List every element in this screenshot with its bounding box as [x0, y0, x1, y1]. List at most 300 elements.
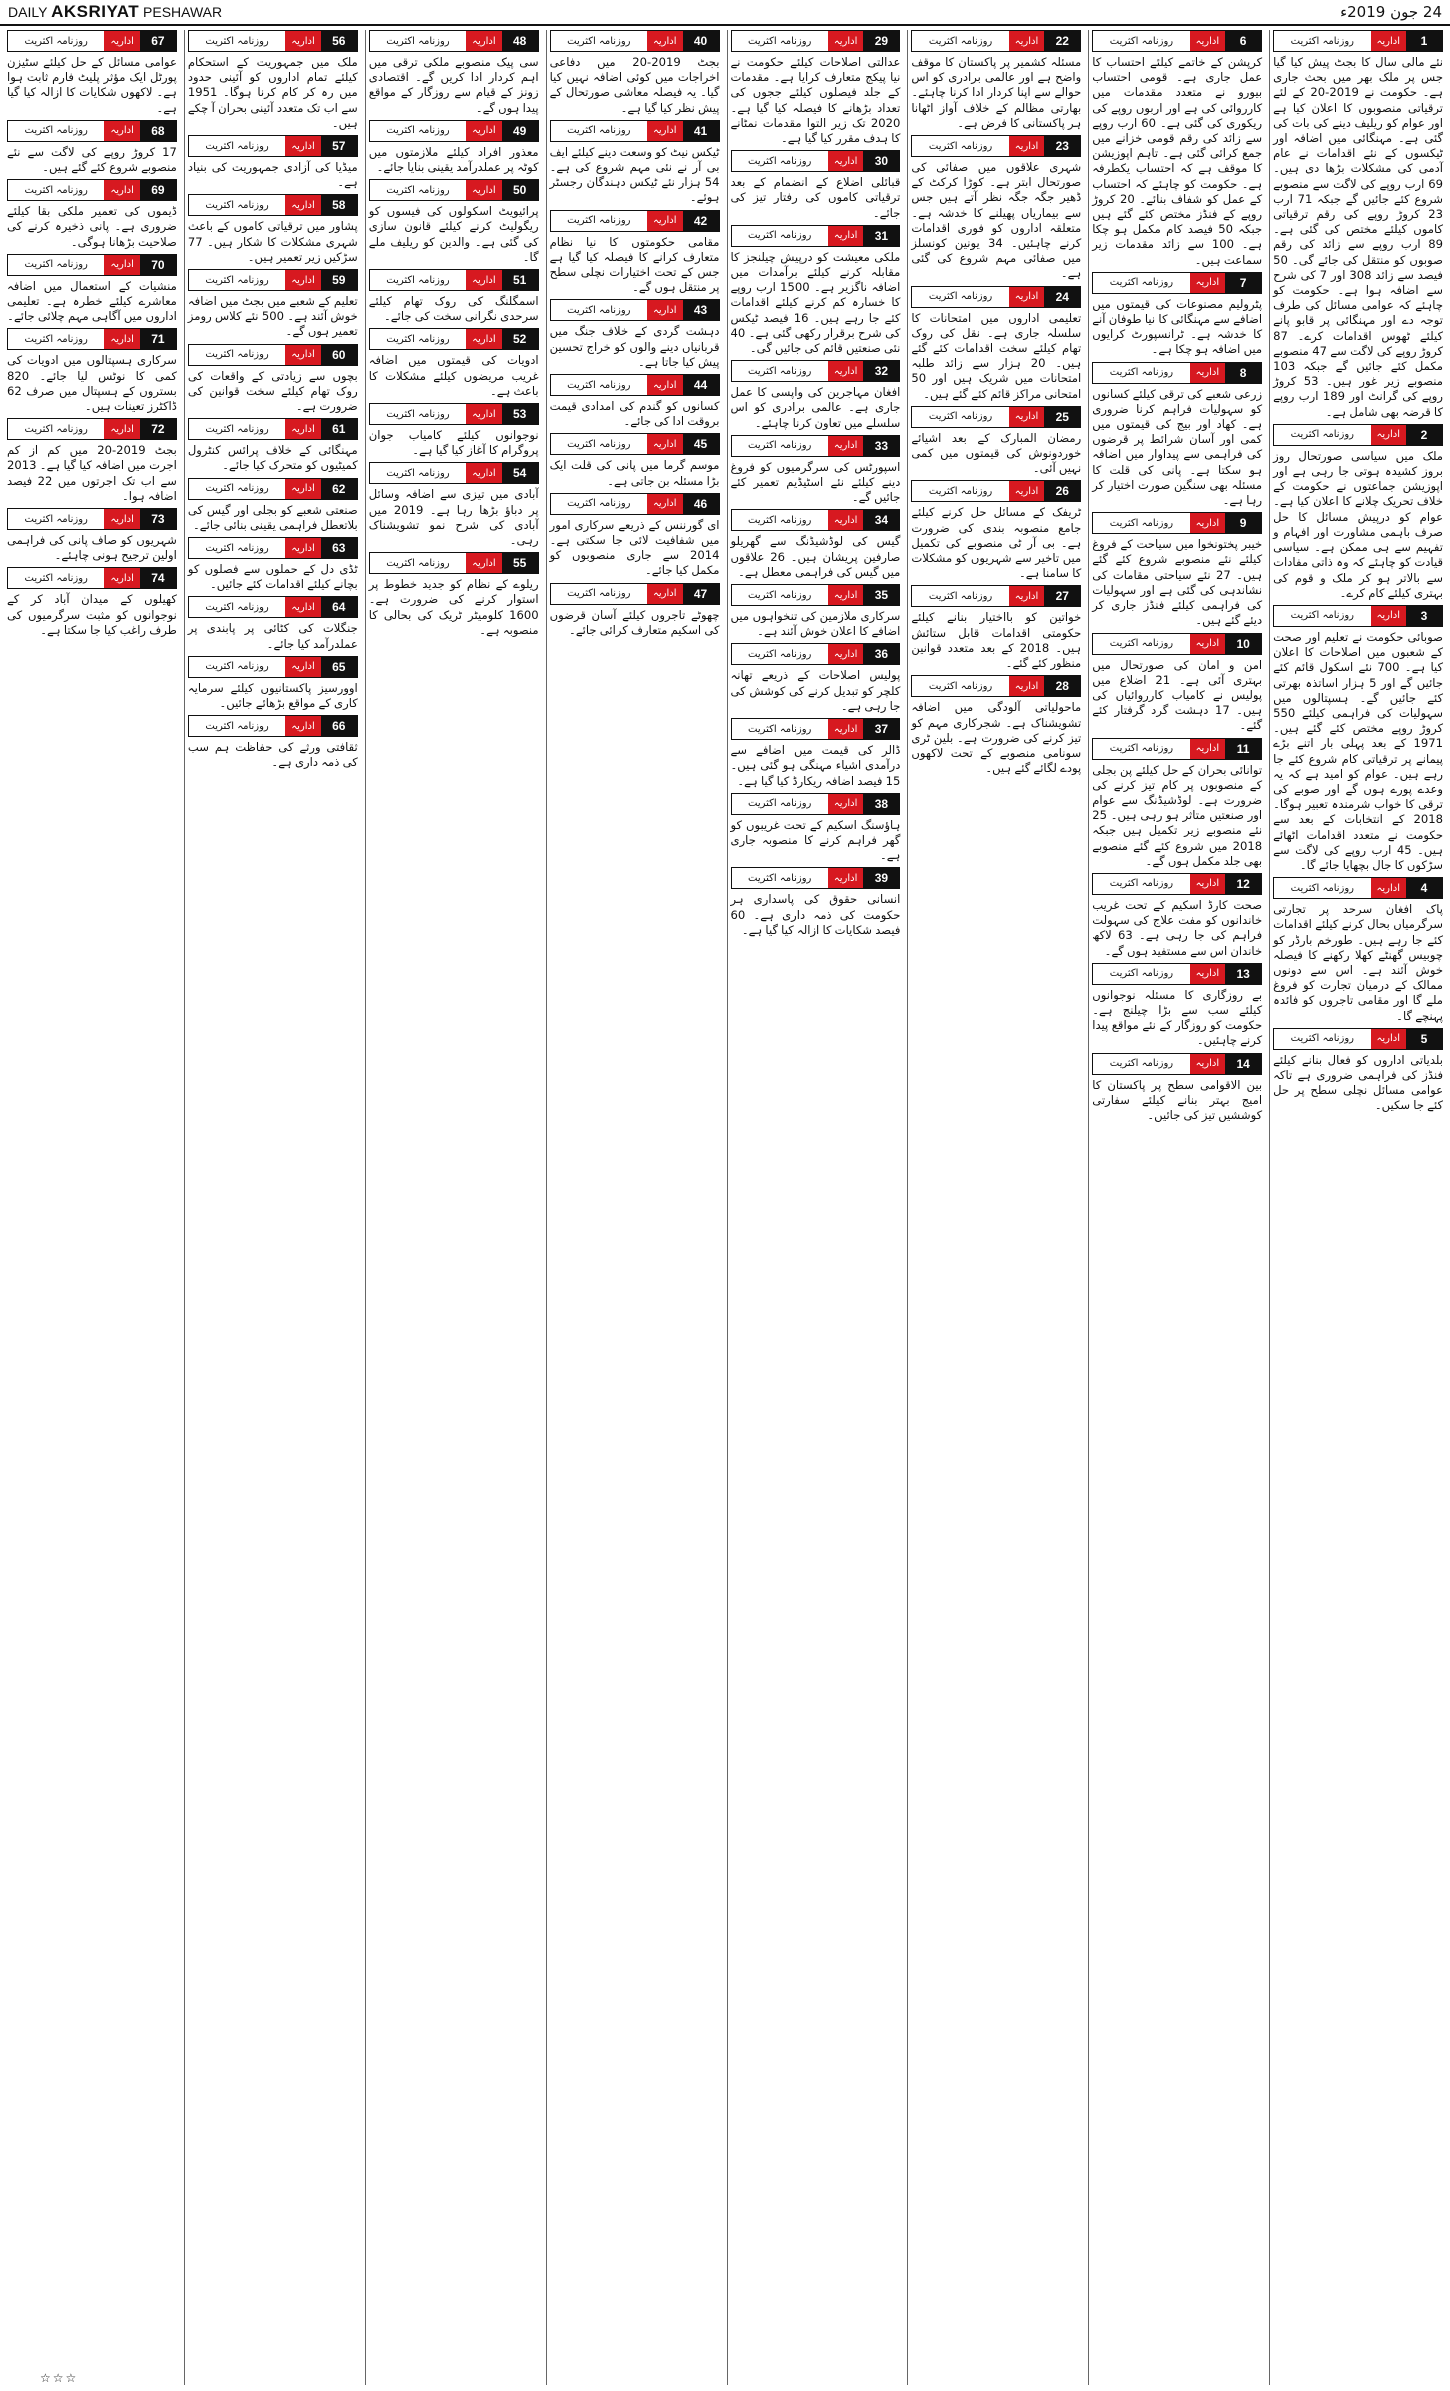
item-number: 73: [140, 509, 176, 529]
editorial-item: [1092, 272, 1262, 358]
item-label-badge: اداریہ: [285, 270, 320, 290]
item-number: 8: [1225, 363, 1261, 383]
item-heading-bar: [188, 344, 358, 366]
editorial-item: [188, 715, 358, 770]
item-text: چھوٹے تاجروں کیلئے آسان قرضوں کی اسکیم متعارف کرائی جائے۔: [549, 607, 720, 637]
item-text: خواتین کو بااختیار بنانے کیلئے حکومتی اقدامات قابل ستائش ہیں۔ 2018 کے بعد متعدد قوانین منظور کئے گئے۔: [911, 610, 1082, 671]
item-source-label: روزنامہ اکثریت: [732, 151, 828, 171]
item-source-label: روزنامہ اکثریت: [551, 434, 647, 454]
item-heading-bar: [911, 675, 1081, 697]
item-source-label: روزنامہ اکثریت: [732, 794, 828, 814]
item-source-label: روزنامہ اکثریت: [1274, 878, 1370, 898]
item-number: 56: [321, 31, 357, 51]
item-number: 47: [683, 584, 719, 604]
item-source-label: روزنامہ اکثریت: [8, 31, 104, 51]
item-heading-bar: [369, 403, 539, 425]
item-label-badge: اداریہ: [1371, 425, 1406, 445]
paper-name: AKSRIYAT: [51, 2, 140, 21]
item-number: 38: [863, 794, 899, 814]
item-label-badge: اداریہ: [1371, 878, 1406, 898]
item-label-badge: اداریہ: [1190, 273, 1225, 293]
item-text: منشیات کے استعمال میں اضافہ معاشرے کیلئے خطرہ ہے۔ تعلیمی اداروں میں آگاہی مہم چلائی جائے۔: [7, 278, 177, 324]
editorial-item: [550, 210, 720, 296]
item-number: 7: [1225, 273, 1261, 293]
editorial-item: [1092, 30, 1262, 268]
item-number: 9: [1225, 513, 1261, 533]
item-text: پاک افغان سرحد پر تجارتی سرگرمیاں بحال کرنے کیلئے اقدامات کئے جا رہے ہیں۔ طورخم بارڈر کو چوبیس گھنٹے کھلا رکھنے کا فیصلہ خوش آئند ہے۔ اس سے دونوں ممالک کے درمیان تجارت کو فروغ ملے گا اور مقامی تاجروں کو فائدہ پہنچے گا۔: [1273, 902, 1443, 1023]
item-heading-bar: [550, 493, 720, 515]
item-source-label: روزنامہ اکثریت: [1093, 1054, 1189, 1074]
item-text: ٹیکس نیٹ کو وسعت دینے کیلئے ایف بی آر نے نئی مہم شروع کی ہے۔ 54 ہزار نئے ٹیکس دہندگان رجسٹر ہوئے۔: [549, 144, 720, 205]
item-number: 57: [321, 136, 357, 156]
editorial-item: [188, 135, 358, 190]
item-number: 25: [1044, 407, 1080, 427]
editorial-item: [550, 120, 720, 206]
item-text: مہنگائی کے خلاف پرائس کنٹرول کمیٹیوں کو متحرک کیا جائے۔: [187, 443, 358, 473]
item-source-label: روزنامہ اکثریت: [732, 644, 828, 664]
item-label-badge: اداریہ: [104, 568, 139, 588]
item-label-badge: اداریہ: [1009, 586, 1044, 606]
item-source-label: روزنامہ اکثریت: [732, 226, 828, 246]
item-text: پرائیویٹ اسکولوں کی فیسوں کو ریگولیٹ کرنے کیلئے قانون سازی کی گئی ہے۔ والدین کو ریلیف ملے گا۔: [368, 204, 539, 264]
editorial-item: [188, 478, 358, 533]
item-heading-bar: [7, 120, 177, 142]
item-number: 27: [1044, 586, 1080, 606]
item-label-badge: اداریہ: [828, 868, 863, 888]
paper-city: PESHAWAR: [143, 4, 223, 20]
item-number: 70: [140, 255, 176, 275]
item-source-label: روزنامہ اکثریت: [1093, 739, 1189, 759]
item-number: 36: [863, 644, 899, 664]
item-source-label: روزنامہ اکثریت: [1274, 606, 1370, 626]
item-heading-bar: [369, 328, 539, 350]
item-source-label: روزنامہ اکثریت: [370, 463, 466, 483]
editorial-item: [731, 225, 901, 356]
item-heading-bar: [731, 718, 901, 740]
item-label-badge: اداریہ: [104, 31, 139, 51]
item-source-label: روزنامہ اکثریت: [912, 287, 1008, 307]
item-source-label: روزنامہ اکثریت: [1093, 634, 1189, 654]
item-heading-bar: [1273, 30, 1443, 52]
item-text: اوورسیز پاکستانیوں کیلئے سرمایہ کاری کے مواقع بڑھائے جائیں۔: [187, 680, 358, 711]
item-label-badge: اداریہ: [466, 180, 501, 200]
item-heading-bar: [1092, 633, 1262, 655]
item-text: شہریوں کو صاف پانی کی فراہمی اولین ترجیح ہونی چاہئے۔: [7, 533, 177, 563]
item-heading-bar: [911, 30, 1081, 52]
editorial-item: [1273, 1028, 1443, 1114]
item-heading-bar: [188, 30, 358, 52]
item-text: مسئلہ کشمیر پر پاکستان کا موقف واضح ہے اور عالمی برادری کو اس حوالے سے اپنا کردار ادا کرنا چاہئے۔ بھارتی مظالم کے خلاف آواز اٹھانا ہر پاکستانی کا فرض ہے۔: [911, 55, 1082, 130]
item-text: پٹرولیم مصنوعات کی قیمتوں میں اضافے سے مہنگائی کا نیا طوفان آنے کا خدشہ ہے۔ ٹرانسپورٹ کرایوں میں اضافہ ہو چکا ہے۔: [1092, 296, 1263, 357]
item-label-badge: اداریہ: [466, 463, 501, 483]
item-heading-bar: [1273, 877, 1443, 899]
item-text: دہشت گردی کے خلاف جنگ میں قربانیاں دینے والوں کو خراج تحسین پیش کیا جاتا ہے۔: [549, 324, 720, 369]
item-number: 2: [1406, 425, 1442, 445]
item-label-badge: اداریہ: [647, 584, 682, 604]
item-source-label: روزنامہ اکثریت: [189, 136, 285, 156]
item-heading-bar: [7, 328, 177, 350]
item-label-badge: اداریہ: [1190, 1054, 1225, 1074]
editorial-item: [369, 179, 539, 265]
item-text: ثقافتی ورثے کی حفاظت ہم سب کی ذمہ داری ہے۔: [187, 740, 358, 770]
column-7: [184, 30, 361, 2385]
item-number: 12: [1225, 874, 1261, 894]
item-source-label: روزنامہ اکثریت: [370, 404, 466, 424]
item-source-label: روزنامہ اکثریت: [1274, 1029, 1370, 1049]
item-number: 1: [1406, 31, 1442, 51]
item-label-badge: اداریہ: [285, 538, 320, 558]
item-source-label: روزنامہ اکثریت: [551, 494, 647, 514]
item-number: 66: [321, 716, 357, 736]
editorial-item: [369, 552, 539, 638]
item-number: 22: [1044, 31, 1080, 51]
item-heading-bar: [731, 867, 901, 889]
item-heading-bar: [550, 210, 720, 232]
item-source-label: روزنامہ اکثریت: [551, 584, 647, 604]
editorial-item: [188, 596, 358, 651]
item-text: پشاور میں ترقیاتی کاموں کے باعث شہری مشکلات کا شکار ہیں۔ 77 سڑکیں زیر تعمیر ہیں۔: [187, 219, 358, 264]
item-text: بے روزگاری کا مسئلہ نوجوانوں کیلئے سب سے بڑا چیلنج ہے۔ حکومت کو روزگار کے نئے مواقع پیدا کرنے چاہئیں۔: [1092, 987, 1263, 1048]
editorial-item: [7, 508, 177, 563]
item-label-badge: اداریہ: [1190, 31, 1225, 51]
item-source-label: روزنامہ اکثریت: [912, 481, 1008, 501]
item-number: 13: [1225, 964, 1261, 984]
item-text: خیبر پختونخوا میں سیاحت کے فروغ کیلئے نئے منصوبے شروع کئے گئے ہیں۔ 27 نئے سیاحتی مقامات کی نشاندہی کی گئی ہے اور سہولیات کی فراہمی کیلئے فنڈز جاری کر دیئے گئے ہیں۔: [1092, 537, 1263, 628]
item-heading-bar: [731, 360, 901, 382]
editorial-item: [1273, 877, 1443, 1024]
item-label-badge: اداریہ: [104, 509, 139, 529]
editorial-item: [188, 30, 358, 131]
item-text: قبائلی اضلاع کے انضمام کے بعد ترقیاتی کاموں کی رفتار تیز کی جائے۔: [730, 175, 901, 220]
editorial-item: [731, 509, 901, 580]
item-label-badge: اداریہ: [104, 419, 139, 439]
item-text: بجٹ 2019-20 میں کم از کم اجرت میں اضافہ کیا گیا ہے۔ 2013 سے اب تک اجرتوں میں 22 فیصد اضافہ ہوا۔: [7, 443, 177, 503]
editorial-item: [911, 480, 1081, 581]
item-source-label: روزنامہ اکثریت: [8, 568, 104, 588]
editorial-item: [188, 344, 358, 415]
editorial-item: [731, 584, 901, 639]
item-source-label: روزنامہ اکثریت: [189, 31, 285, 51]
editorial-item: [1092, 738, 1262, 869]
item-heading-bar: [1092, 963, 1262, 985]
editorial-item: [7, 254, 177, 325]
item-heading-bar: [188, 135, 358, 157]
item-label-badge: اداریہ: [466, 121, 501, 141]
item-label-badge: اداریہ: [104, 255, 139, 275]
item-text: رمضان المبارک کے بعد اشیائے خوردونوش کی قیمتوں میں کمی نہیں آئی۔: [911, 430, 1082, 476]
item-heading-bar: [7, 254, 177, 276]
item-text: معذور افراد کیلئے ملازمتوں میں کوٹہ پر عملدرآمد یقینی بنایا جائے۔: [368, 144, 539, 175]
item-source-label: روزنامہ اکثریت: [551, 300, 647, 320]
item-heading-bar: [911, 406, 1081, 428]
item-number: 63: [321, 538, 357, 558]
item-number: 71: [140, 329, 176, 349]
item-source-label: روزنامہ اکثریت: [551, 31, 647, 51]
item-heading-bar: [1092, 272, 1262, 294]
item-heading-bar: [731, 30, 901, 52]
item-number: 45: [683, 434, 719, 454]
item-source-label: روزنامہ اکثریت: [8, 255, 104, 275]
item-source-label: روزنامہ اکثریت: [912, 586, 1008, 606]
item-text: ای گورننس کے ذریعے سرکاری امور میں شفافیت لائی جا سکتی ہے۔ 2014 سے جاری منصوبوں کو مکمل کیا جائے۔: [549, 517, 720, 578]
item-heading-bar: [7, 508, 177, 530]
item-label-badge: اداریہ: [1190, 874, 1225, 894]
item-label-badge: اداریہ: [285, 136, 320, 156]
item-number: 64: [321, 597, 357, 617]
item-source-label: روزنامہ اکثریت: [189, 657, 285, 677]
editorial-item: [731, 30, 901, 146]
editorial-item: [7, 567, 177, 638]
item-text: کرپشن کے خاتمے کیلئے احتساب کا عمل جاری ہے۔ قومی احتساب بیورو نے متعدد مقدمات میں کارروائی کی ہے اور اربوں روپے کی ریکوری کی گئی ہے۔ 60 ارب روپے سے زائد کی رقم قومی خزانے میں جمع کرائی گئی ہے۔ تاہم اپوزیشن کا موقف ہے کہ احتساب یکطرفہ ہے۔ حکومت کو چاہئے کہ احتساب کے عمل کو شفاف بنائے۔ 20 کروڑ روپے کے فنڈز مختص کئے گئے ہیں جبکہ 50 فیصد کام مکمل ہو چکا ہے۔ 100 سے زائد مقدمات زیر سماعت ہیں۔: [1092, 55, 1263, 267]
item-heading-bar: [7, 30, 177, 52]
item-text: پولیس اصلاحات کے ذریعے تھانہ کلچر کو تبدیل کرنے کی کوشش کی جا رہی ہے۔: [730, 668, 901, 713]
issue-date: 24 جون 2019ء: [1340, 3, 1442, 21]
item-text: میڈیا کی آزادی جمہوریت کی بنیاد ہے۔: [187, 160, 358, 190]
item-number: 14: [1225, 1054, 1261, 1074]
item-heading-bar: [1092, 1053, 1262, 1075]
item-text: ملک میں جمہوریت کے استحکام کیلئے تمام اداروں کو آئینی حدود میں رہ کر کام کرنا ہوگا۔ 1951 سے اب تک متعدد آئینی بحران آ چکے ہیں۔: [187, 55, 358, 130]
item-source-label: روزنامہ اکثریت: [370, 553, 466, 573]
item-source-label: روزنامہ اکثریت: [189, 597, 285, 617]
editorial-item: [911, 406, 1081, 477]
item-source-label: روزنامہ اکثریت: [551, 121, 647, 141]
item-label-badge: اداریہ: [104, 121, 139, 141]
editorial-item: [1092, 873, 1262, 959]
editorial-item: [550, 583, 720, 638]
item-label-badge: اداریہ: [285, 716, 320, 736]
item-label-badge: اداریہ: [828, 361, 863, 381]
editorial-item: [911, 30, 1081, 131]
item-number: 74: [140, 568, 176, 588]
item-heading-bar: [369, 120, 539, 142]
item-number: 72: [140, 419, 176, 439]
item-number: 6: [1225, 31, 1261, 51]
item-source-label: روزنامہ اکثریت: [370, 31, 466, 51]
item-source-label: روزنامہ اکثریت: [1093, 273, 1189, 293]
editorial-item: [7, 30, 177, 116]
item-label-badge: اداریہ: [1009, 31, 1044, 51]
column-8: [4, 30, 180, 2385]
item-label-badge: اداریہ: [466, 270, 501, 290]
editorial-item: [550, 299, 720, 370]
item-number: 43: [683, 300, 719, 320]
item-label-badge: اداریہ: [1190, 739, 1225, 759]
editorial-item: [731, 360, 901, 431]
item-number: 39: [863, 868, 899, 888]
item-number: 33: [863, 436, 899, 456]
item-heading-bar: [369, 179, 539, 201]
paper-title: [8, 2, 222, 22]
item-label-badge: اداریہ: [1371, 31, 1406, 51]
item-heading-bar: [7, 179, 177, 201]
item-text: ہاؤسنگ اسکیم کے تحت غریبوں کو گھر فراہم کرنے کا منصوبہ جاری ہے۔: [730, 817, 901, 863]
item-text: ٹڈی دل کے حملوں سے فصلوں کو بچانے کیلئے اقدامات کئے جائیں۔: [187, 562, 358, 592]
item-number: 30: [863, 151, 899, 171]
item-label-badge: اداریہ: [285, 419, 320, 439]
item-heading-bar: [911, 585, 1081, 607]
item-heading-bar: [1092, 362, 1262, 384]
item-label-badge: اداریہ: [647, 211, 682, 231]
editorial-item: [369, 462, 539, 548]
item-text: تعلیمی اداروں میں امتحانات کا سلسلہ جاری ہے۔ نقل کی روک تھام کیلئے سخت اقدامات کئے گئے ہیں۔ 20 ہزار سے زائد طلبہ امتحانات میں شریک ہیں اور 50 امتحانی مراکز قائم کئے گئے ہیں۔: [911, 310, 1082, 401]
item-label-badge: اداریہ: [104, 329, 139, 349]
item-heading-bar: [188, 478, 358, 500]
item-label-badge: اداریہ: [1190, 964, 1225, 984]
item-number: 24: [1044, 287, 1080, 307]
item-heading-bar: [1092, 512, 1262, 534]
item-source-label: روزنامہ اکثریت: [8, 419, 104, 439]
item-text: صحت کارڈ اسکیم کے تحت غریب خاندانوں کو مفت علاج کی سہولت فراہم کی جا رہی ہے۔ 63 لاکھ خاندان اس سے مستفید ہوں گے۔: [1092, 897, 1263, 958]
item-text: ملک میں سیاسی صورتحال روز بروز کشیدہ ہوتی جا رہی ہے اور اپوزیشن جماعتوں نے حکومت کے خلاف تحریک چلانے کا اعلان کیا ہے۔ عوام کو درپیش مسائل کا حل صرف باہمی مشاورت اور افہام و تفہیم سے ہی ممکن ہے۔ سیاسی قیادت کو چاہئے کہ وہ ذاتی مفادات سے بالاتر ہو کر ملک و قوم کی بہتری کیلئے کام کرے۔: [1273, 448, 1443, 600]
item-source-label: روزنامہ اکثریت: [551, 211, 647, 231]
item-label-badge: اداریہ: [1190, 363, 1225, 383]
item-text: امن و امان کی صورتحال میں بہتری آئی ہے۔ 21 اضلاع میں پولیس نے کامیاب کارروائیاں کی ہیں۔ 17 دہشت گرد گرفتار کئے گئے۔: [1092, 657, 1263, 733]
item-label-badge: اداریہ: [828, 794, 863, 814]
item-source-label: روزنامہ اکثریت: [732, 361, 828, 381]
item-source-label: روزنامہ اکثریت: [189, 270, 285, 290]
item-label-badge: اداریہ: [1009, 676, 1044, 696]
item-heading-bar: [1273, 1028, 1443, 1050]
item-label-badge: اداریہ: [285, 195, 320, 215]
item-text: تعلیم کے شعبے میں بجٹ میں اضافہ خوش آئند ہے۔ 500 نئے کلاس رومز تعمیر ہوں گے۔: [187, 294, 358, 339]
item-text: عدالتی اصلاحات کیلئے حکومت نے نیا پیکج متعارف کرایا ہے۔ مقدمات کے جلد فیصلوں کیلئے ججوں کی تعداد بڑھانے کا فیصلہ کیا گیا ہے۔ 2020 تک زیر التوا مقدمات نمٹانے کا ہدف مقرر کیا گیا ہے۔: [730, 55, 901, 146]
item-number: 55: [502, 553, 538, 573]
item-label-badge: اداریہ: [1009, 407, 1044, 427]
editorial-item: [188, 537, 358, 592]
editorial-item: [911, 585, 1081, 671]
item-text: بچوں سے زیادتی کے واقعات کی روک تھام کیلئے سخت قوانین کی ضرورت ہے۔: [187, 368, 358, 414]
item-label-badge: اداریہ: [1009, 136, 1044, 156]
item-label-badge: اداریہ: [285, 345, 320, 365]
item-text: ماحولیاتی آلودگی میں اضافہ تشویشناک ہے۔ شجرکاری مہم کو تیز کرنے کی ضرورت ہے۔ بلین ٹری سونامی منصوبے کے تحت لاکھوں پودے لگائے گئے ہیں۔: [911, 700, 1082, 776]
item-heading-bar: [550, 583, 720, 605]
item-heading-bar: [369, 269, 539, 291]
item-source-label: روزنامہ اکثریت: [732, 585, 828, 605]
editorial-item: [7, 328, 177, 414]
item-number: 5: [1406, 1029, 1442, 1049]
item-number: 32: [863, 361, 899, 381]
item-number: 51: [502, 270, 538, 290]
editorial-item: [369, 328, 539, 399]
item-label-badge: اداریہ: [828, 644, 863, 664]
editorial-item: [911, 675, 1081, 776]
item-source-label: روزنامہ اکثریت: [189, 538, 285, 558]
paper-prefix: DAILY: [8, 4, 48, 20]
column-2: [1088, 30, 1265, 2385]
item-heading-bar: [731, 435, 901, 457]
editorial-item: [731, 435, 901, 506]
item-source-label: روزنامہ اکثریت: [370, 329, 466, 349]
item-text: آبادی میں تیزی سے اضافہ وسائل پر دباؤ بڑھا رہا ہے۔ 2019 میں آبادی کی شرح نمو تشویشناک رہی۔: [368, 487, 539, 548]
item-heading-bar: [550, 433, 720, 455]
item-heading-bar: [369, 462, 539, 484]
item-number: 58: [321, 195, 357, 215]
item-source-label: روزنامہ اکثریت: [912, 407, 1008, 427]
item-number: 23: [1044, 136, 1080, 156]
editorial-item: [188, 269, 358, 340]
editorial-item: [1273, 30, 1443, 420]
item-number: 46: [683, 494, 719, 514]
column-4: [727, 30, 904, 2385]
item-text: بلدیاتی اداروں کو فعال بنانے کیلئے فنڈز کی فراہمی ضروری ہے تاکہ عوامی مسائل نچلی سطح پر حل کئے جا سکیں۔: [1273, 1052, 1443, 1113]
editorial-item: [1092, 1053, 1262, 1124]
editorial-item: [731, 718, 901, 789]
editorial-item: [7, 120, 177, 175]
item-source-label: روزنامہ اکثریت: [732, 31, 828, 51]
item-text: نوجوانوں کیلئے کامیاب جوان پروگرام کا آغاز کیا گیا ہے۔: [368, 428, 539, 458]
item-number: 29: [863, 31, 899, 51]
item-label-badge: اداریہ: [466, 31, 501, 51]
item-heading-bar: [188, 715, 358, 737]
item-label-badge: اداریہ: [828, 226, 863, 246]
item-label-badge: اداریہ: [466, 329, 501, 349]
item-heading-bar: [188, 194, 358, 216]
item-text: شہری علاقوں میں صفائی کی صورتحال ابتر ہے۔ کوڑا کرکٹ کے ڈھیر جگہ جگہ نظر آتے ہیں جس سے بیماریاں پھیلنے کا خدشہ ہے۔ متعلقہ اداروں کو فوری اقدامات کرنے چاہئیں۔ 34 یونین کونسلز میں صفائی مہم شروع کی گئی ہے۔: [911, 160, 1082, 281]
item-heading-bar: [550, 374, 720, 396]
item-text: ڈالر کی قیمت میں اضافے سے درآمدی اشیاء مہنگی ہو گئی ہیں۔ 15 فیصد اضافہ ریکارڈ کیا گیا ہے۔: [730, 743, 901, 788]
footer-stars: ☆☆☆: [40, 2371, 79, 2385]
item-text: گیس کی لوڈشیڈنگ سے گھریلو صارفین پریشان ہیں۔ 26 علاقوں میں گیس کی فراہمی معطل ہے۔: [730, 534, 901, 579]
item-number: 53: [502, 404, 538, 424]
item-number: 69: [140, 180, 176, 200]
item-number: 59: [321, 270, 357, 290]
item-text: ٹریفک کے مسائل حل کرنے کیلئے جامع منصوبہ بندی کی ضرورت ہے۔ بی آر ٹی منصوبے کی تکمیل میں تاخیر سے شہریوں کو مشکلات کا سامنا ہے۔: [911, 505, 1082, 581]
item-number: 11: [1225, 739, 1261, 759]
item-label-badge: اداریہ: [1371, 1029, 1406, 1049]
item-heading-bar: [369, 552, 539, 574]
item-label-badge: اداریہ: [647, 494, 682, 514]
item-number: 28: [1044, 676, 1080, 696]
item-text: افغان مہاجرین کی واپسی کا عمل جاری ہے۔ عالمی برادری کو اس سلسلے میں تعاون کرنا چاہئے۔: [730, 385, 901, 430]
item-heading-bar: [731, 225, 901, 247]
item-text: سی پیک منصوبے ملکی ترقی میں اہم کردار ادا کریں گے۔ اقتصادی زونز کے قیام سے روزگار کے مواقع پیدا ہوں گے۔: [368, 55, 539, 115]
item-text: عوامی مسائل کے حل کیلئے سٹیزن پورٹل ایک مؤثر پلیٹ فارم ثابت ہوا ہے۔ لاکھوں شکایات کا ازالہ کیا گیا ہے۔: [7, 55, 177, 115]
item-number: 40: [683, 31, 719, 51]
editorial-item: [550, 493, 720, 579]
item-heading-bar: [1092, 738, 1262, 760]
item-number: 54: [502, 463, 538, 483]
item-number: 49: [502, 121, 538, 141]
item-source-label: روزنامہ اکثریت: [370, 121, 466, 141]
item-text: سرکاری ملازمین کی تنخواہوں میں اضافے کا اعلان خوش آئند ہے۔: [730, 609, 901, 639]
item-text: 17 کروڑ روپے کی لاگت سے نئے منصوبے شروع کئے گئے ہیں۔: [7, 144, 177, 175]
item-number: 62: [321, 479, 357, 499]
column-1: [1269, 30, 1446, 2385]
item-source-label: روزنامہ اکثریت: [912, 31, 1008, 51]
item-heading-bar: [188, 656, 358, 678]
item-label-badge: اداریہ: [285, 31, 320, 51]
item-source-label: روزنامہ اکثریت: [1093, 874, 1189, 894]
item-source-label: روزنامہ اکثریت: [370, 180, 466, 200]
item-label-badge: اداریہ: [1190, 513, 1225, 533]
editorial-item: [731, 867, 901, 938]
editorial-item: [369, 403, 539, 458]
item-label-badge: اداریہ: [828, 585, 863, 605]
item-text: اسمگلنگ کی روک تھام کیلئے سرحدی نگرانی سخت کی جائے۔: [368, 294, 539, 324]
item-number: 26: [1044, 481, 1080, 501]
item-heading-bar: [1092, 873, 1262, 895]
item-heading-bar: [731, 150, 901, 172]
item-heading-bar: [911, 286, 1081, 308]
item-source-label: روزنامہ اکثریت: [8, 329, 104, 349]
item-label-badge: اداریہ: [1009, 287, 1044, 307]
item-source-label: روزنامہ اکثریت: [8, 121, 104, 141]
item-number: 42: [683, 211, 719, 231]
item-label-badge: اداریہ: [466, 404, 501, 424]
editorial-item: [731, 793, 901, 864]
item-source-label: روزنامہ اکثریت: [189, 716, 285, 736]
item-label-badge: اداریہ: [828, 436, 863, 456]
